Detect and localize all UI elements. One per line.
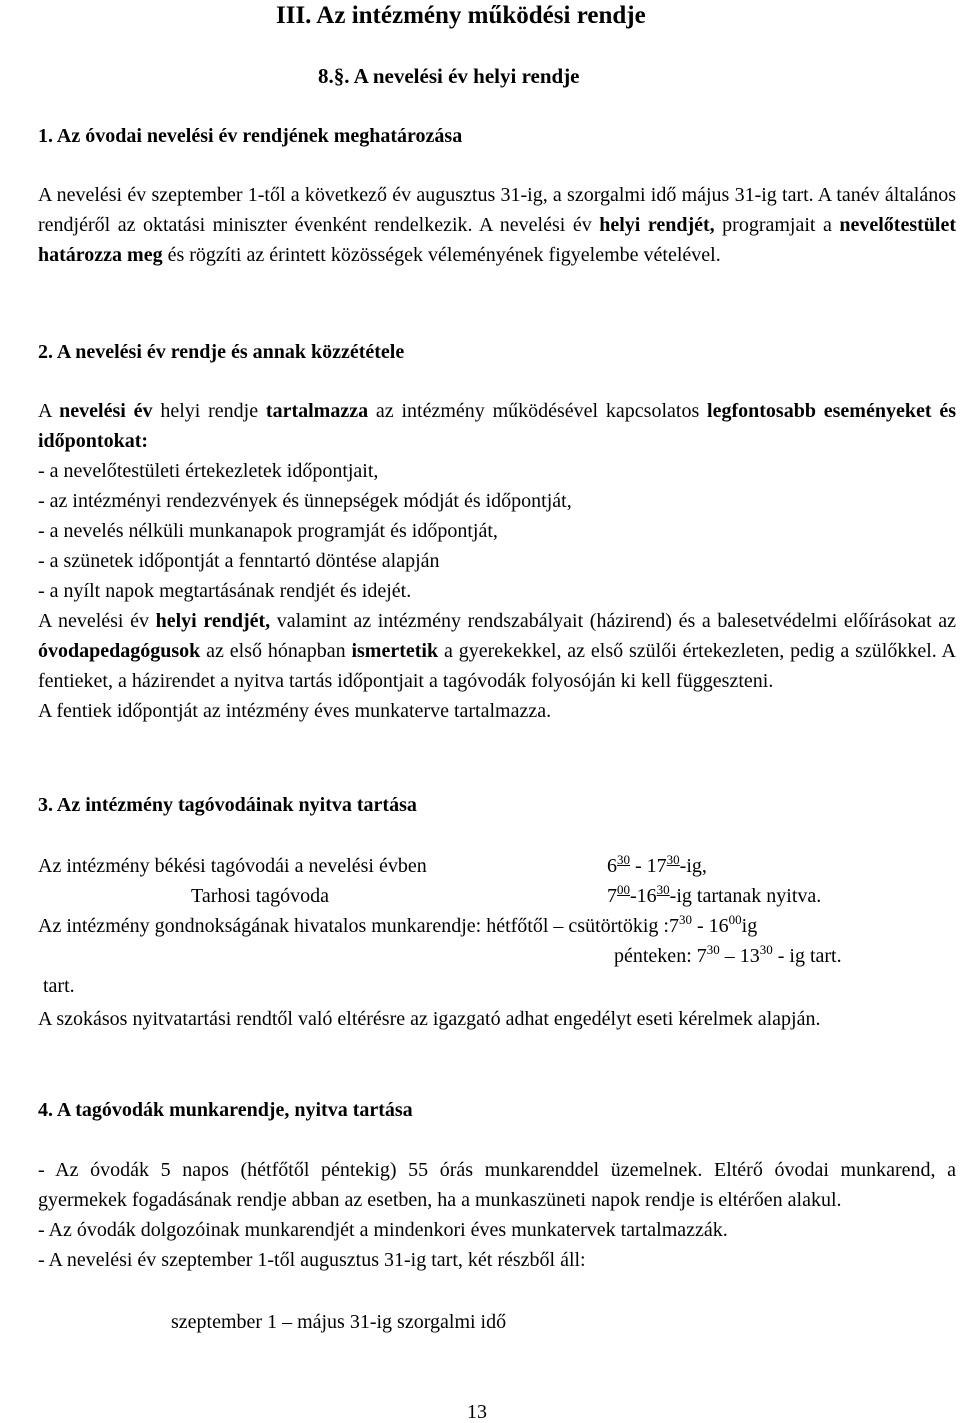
opening-label-tarhos: Tarhosi tagóvoda (191, 885, 330, 907)
page-number: 13 (467, 1401, 487, 1423)
heading-1: 1. Az óvodai nevelési év rendjének meghatározása (38, 125, 463, 147)
paragraph-4: - Az óvodák 5 napos (hétfőtől péntekig) 55 órás munkarenddel üzemelnek. Eltérő óvodai munkarend, a gyermekek fogadásának rendje abban az esetben, ha a munkaszüneti napok rendje is eltérően alakul. - Az óvodák dolgozóinak munkarendjét a mindenkori éves munkatervek tartalmazzák. - A nevelési év szeptember 1-től augusztus 31-ig tart, két részből áll: (38, 1159, 956, 1271)
list-item: - a szünetek időpontját a fenntartó döntése alapján (38, 550, 440, 572)
school-period-line: szeptember 1 – május 31-ig szorgalmi idő (171, 1311, 507, 1333)
paragraph-2: A nevelési év helyi rendje tartalmazza az intézmény működésével kapcsolatos legfontosabb eseményeket és időpontokat: - a nevelőtestületi értekezletek időpontjait, - az intézményi rendezvények és ünnepségek módját és időpontját, - a nevelés nélküli munkanapok programját és időpontját, - a szünetek időpontját a fenntartó döntése alapján - a nyílt napok megtartásának rendjét és idejét. A nevelési év helyi rendjét, valamint az intézmény rendszabályait (házirend) és a balesetvédelmi előírásokat az óvodapedagógusok az első hónapban ismertetik a gyerekekkel, az első szülői értekezleten, pedig a szülőkkel. A fentieket, a házirendet a nyitva tartás időpontjait a tagóvodák folyosóján ki kell függeszteni. A fentiek időpontját az intézmény éves munkaterve tartalmazza. (38, 400, 957, 722)
office-hours-tail: tart. (43, 975, 75, 997)
chapter-title: III. Az intézmény működési rendje (276, 2, 646, 29)
office-hours-friday: pénteken: $7^{30} - 13^{30}$ - ig tart. (614, 942, 842, 967)
opening-hours-tarhos: $7^{00}-16^{30}-ig$ tartanak nyitva. (607, 882, 822, 907)
heading-3: 3. Az intézmény tagóvodáinak nyitva tartása (38, 794, 417, 816)
office-hours-weekdays: Az intézmény gondnokságának hivatalos munkarendje: hétfőtől – csütörtökig $:7^{30} - 16^{00}ig$ (38, 912, 758, 937)
list-item: - a nevelés nélküli munkanapok programját és időpontját, (38, 520, 498, 542)
opening-label-bekes: Az intézmény békési tagóvodái a nevelési évben (38, 855, 427, 877)
list-item: - a nevelőtestületi értekezletek időpontjait, (38, 460, 379, 482)
heading-2: 2. A nevelési év rendje és annak közzététele (38, 341, 405, 363)
section-subtitle: 8.§. A nevelési év helyi rendje (318, 64, 580, 88)
paragraph-3: A szokásos nyitvatartási rendtől való eltérésre az igazgató adhat engedélyt eseti kérelmek alapján. (38, 1008, 821, 1030)
opening-hours-bekes: $6^{30} - 17^{30}-ig$, (607, 852, 707, 877)
list-item: - a nyílt napok megtartásának rendjét és idejét. (38, 580, 412, 602)
heading-4: 4. A tagóvodák munkarendje, nyitva tartása (38, 1099, 413, 1121)
paragraph-1: A nevelési év szeptember 1-től a következő év augusztus 31-ig, a szorgalmi idő május 31-ig tart. A tanév általános rendjéről az oktatási miniszter évenként rendelkezik. A nevelési év helyi rendjét, programjait a nevelőtestület határozza meg és rögzíti az érintett közösségek véleményének figyelembe vételével. (38, 184, 956, 266)
list-item: - az intézményi rendezvények és ünnepségek módját és időpontját, (38, 490, 572, 512)
